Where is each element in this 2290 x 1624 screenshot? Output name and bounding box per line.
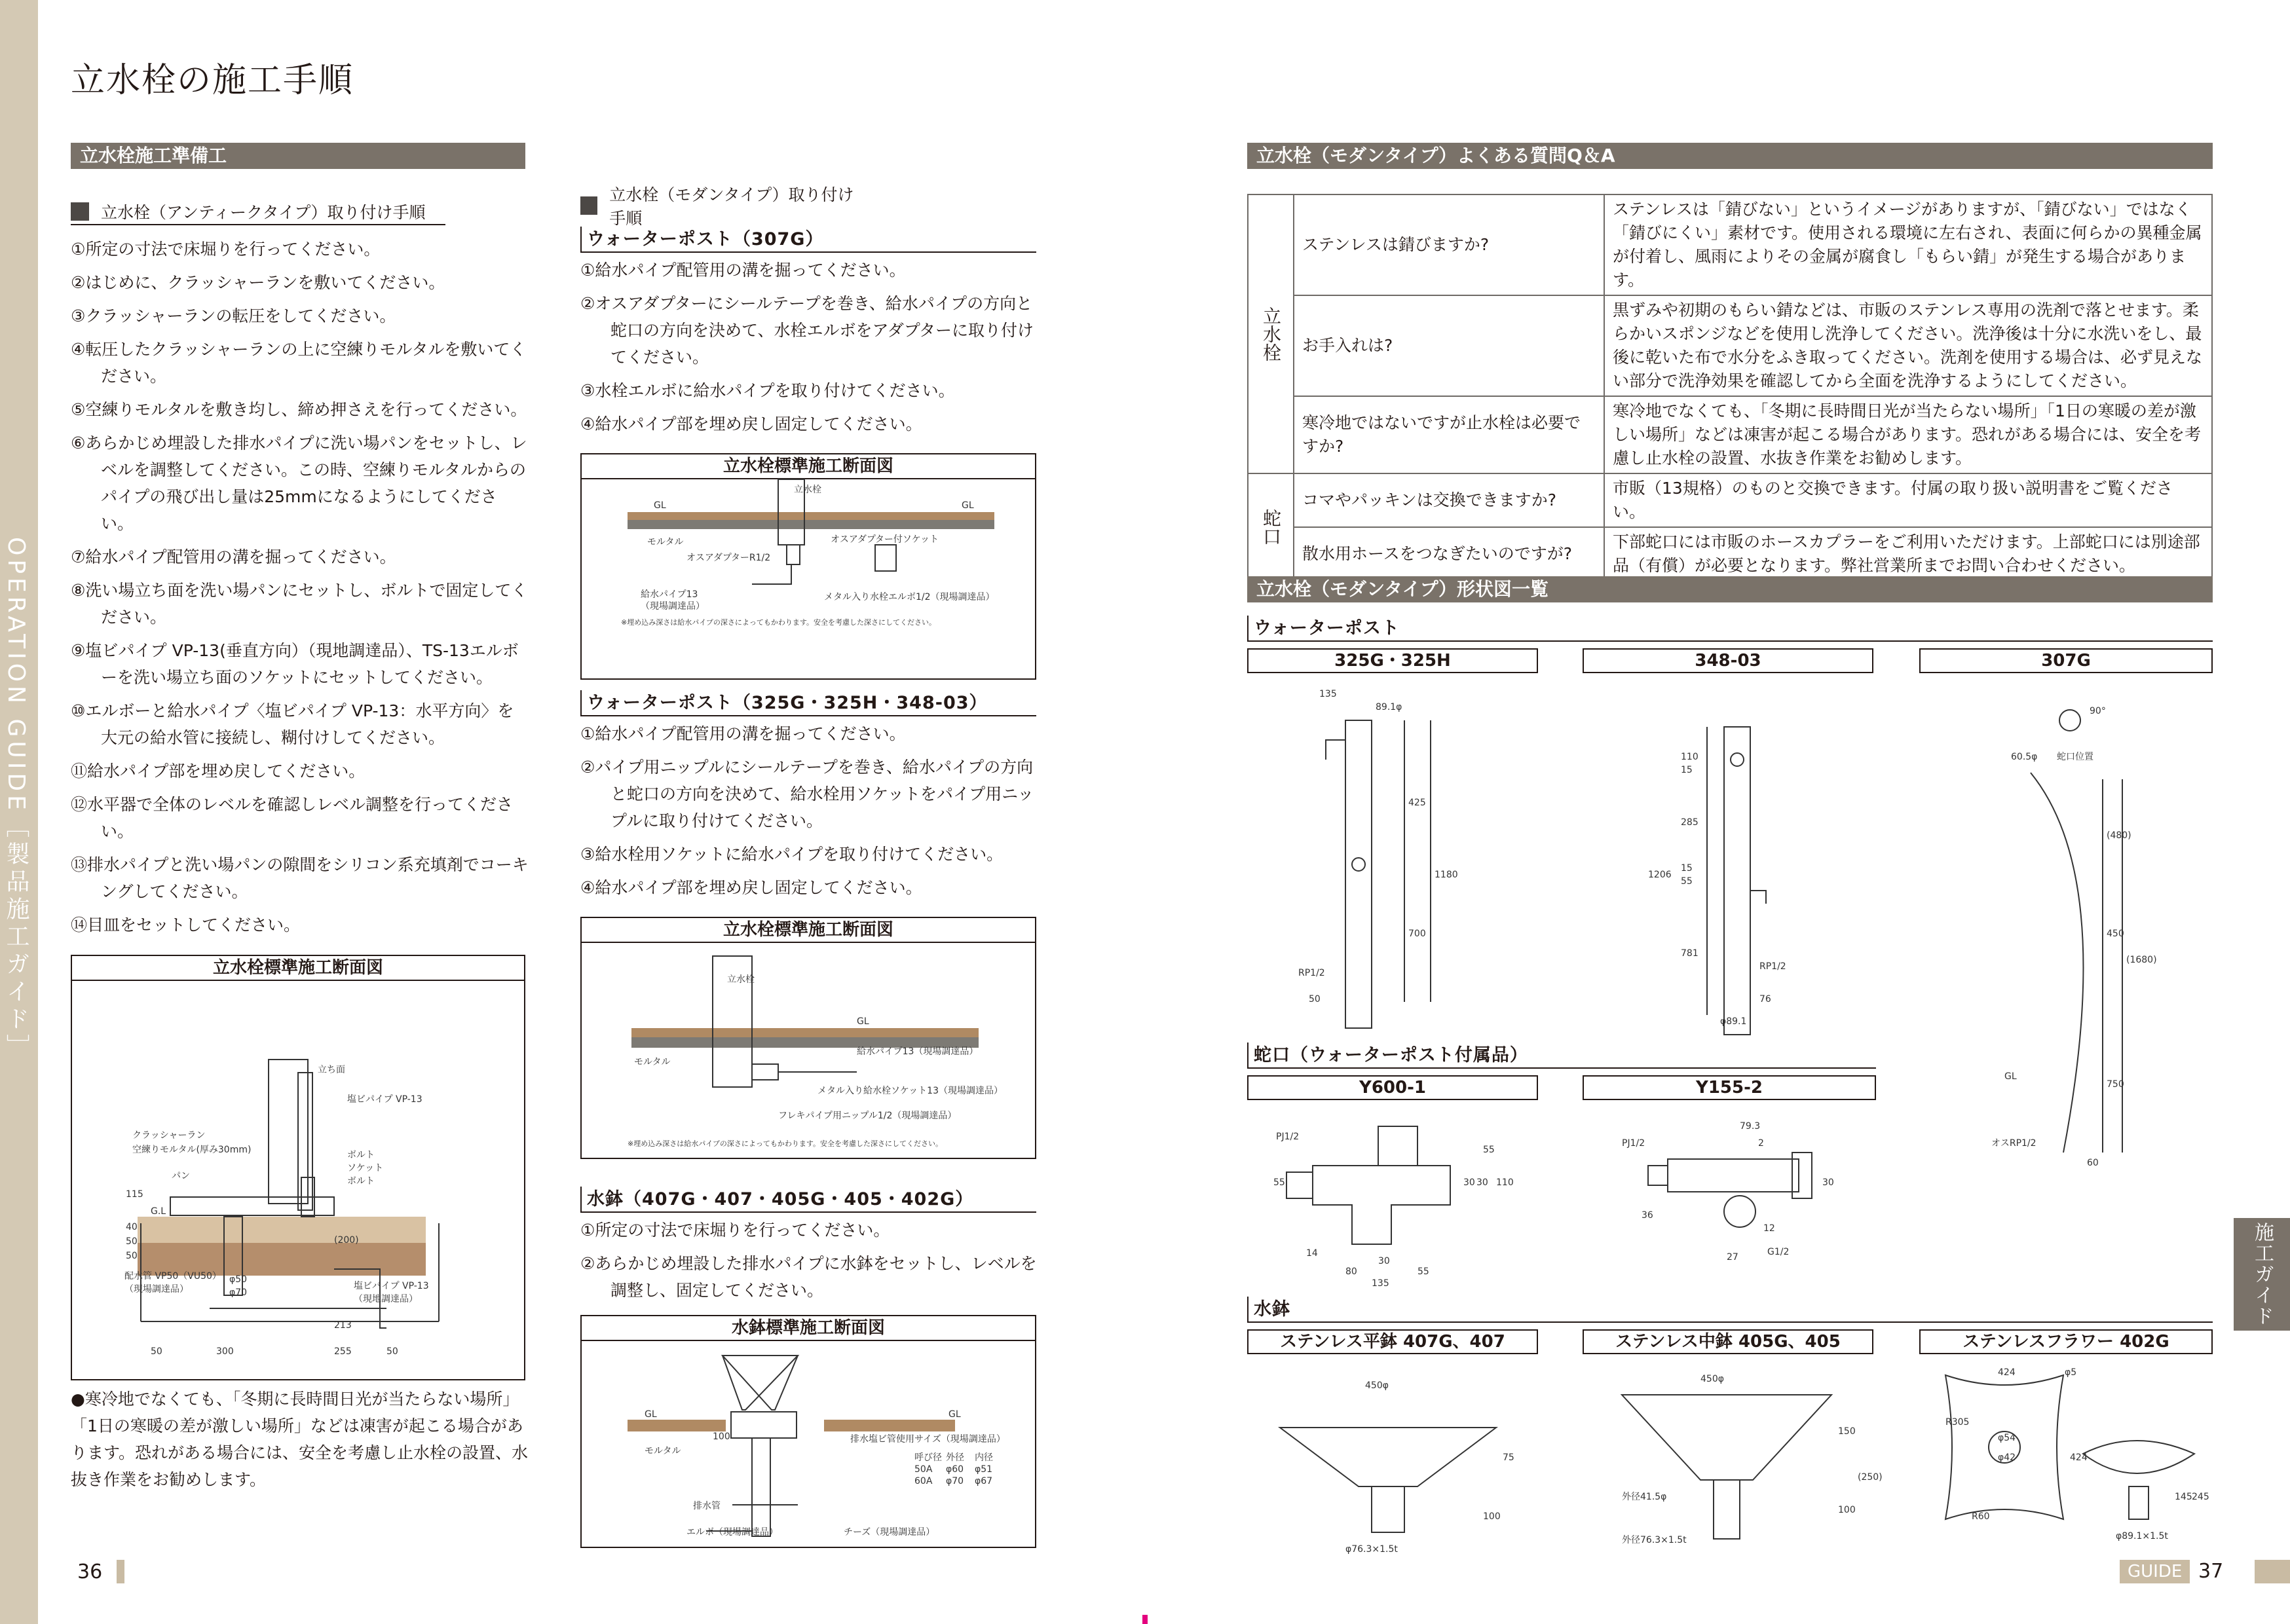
diagram-label: 排水塩ビ管使用サイズ（現場調達品） [850,1434,1005,1445]
square-icon [71,202,89,221]
dim-label: 750 [2107,1079,2124,1090]
page-marker [117,1560,124,1583]
page-title: 立水栓の施工手順 [71,61,354,100]
diagram-label: オスアダプター付ソケット [831,534,939,545]
diagram-label: 給水パイプ13 [641,589,698,600]
table-row [1248,473,2212,527]
diagram-label: エルボ（現場調達品） [686,1527,778,1538]
dim-label: φ5 [2065,1367,2077,1378]
bowl-diagram-title: 水鉢標準施工断面図 [582,1316,1035,1341]
table-row [1248,295,2212,396]
wp325-diagram-title: 立水栓標準施工断面図 [582,918,1035,943]
shape-bar: 立水栓（モダンタイプ）形状図一覧 [1247,576,2213,602]
step: ①給水パイプ配管用の溝を掘ってください。 [580,261,906,280]
dim-label: 245 [2192,1492,2209,1502]
dim-label: 30 [1822,1177,1834,1188]
diagram-label: 40 [126,1222,138,1232]
step: ①給水パイプ配管用の溝を掘ってください。 [580,724,906,743]
antique-diagram-title: 立水栓標準施工断面図 [72,956,524,981]
step: ④転圧したクラッシャーランの上に空練りモルタルを敷いてください。 [71,340,527,386]
wp325-diagram [580,917,1036,1159]
dim-label: (480) [2107,830,2131,841]
bowl-model-b: ステンレス中鉢 405G、405 [1583,1329,1873,1354]
dim-label: φ76.3×1.5t [1345,1544,1398,1555]
diagram-label: チーズ（現場調達品） [844,1527,935,1538]
diagram-label: 100 [713,1431,730,1442]
dim-label: 450φ [1700,1374,1724,1384]
right-page-number: 37 [2198,1560,2224,1583]
wp-title: ウォーターポスト [1247,616,2213,642]
dim-label: 外径41.5φ [1622,1492,1667,1502]
page-number-text: 36 [77,1560,103,1583]
dim-label: 425 [1408,798,1426,808]
dim-label: (1680) [2126,955,2157,965]
diagram-label: φ51 [975,1464,993,1475]
dim-label: RP1/2 [1759,961,1786,972]
dim-label: 100 [1483,1511,1501,1522]
bowl-shape-title: 水鉢 [1247,1297,2213,1323]
wp-348-drawing [1583,681,1873,1035]
dim-label: 285 [1681,817,1699,828]
modern-title [580,185,869,228]
antique-steps [71,236,529,945]
qa-category: 立水栓 [1248,194,1294,473]
antique-section-drawing [72,981,524,1379]
diagram-label: （現場調達品） [124,1284,189,1295]
dim-label: 75 [1503,1452,1514,1463]
step: ⑥あらかじめ埋設した排水パイプに洗い場パンをセットし、レベルを調整してください。この時、空練りモルタルからのパイプの飛び出し量は25mmになるようにしてください。 [71,434,527,533]
dim-label: 55 [1483,1145,1495,1155]
dim-label: 15 [1681,863,1693,874]
dim-label: 2 [1758,1138,1764,1149]
diagram-label: 塩ビパイプ VP-13 [347,1094,422,1105]
diagram-label: ※埋め込み深さは給水パイプの深さによってもかわります。安全を考慮した深さにしてください。 [628,1139,943,1148]
diagram-label: φ50 [229,1274,248,1285]
qa-answer: 黒ずみや初期のもらい錆などは、市販のステンレス専用の洗剤で落とせます。柔らかいスポンジなどを使用し洗浄してください。洗浄後は十分に水洗いをし、最後に乾いた布で水分をふき取ってください。洗剤を使用する場合は、必ず見えない部分で洗浄効果を確認してから全面を洗浄するようにしてください。 [1604,295,2212,396]
step: ③給水栓用ソケットに給水パイプを取り付けてください。 [580,845,1004,864]
wp307-title: ウォーターポスト（307G） [580,227,1036,253]
dim-label: 110 [1681,752,1699,762]
dim-label: 30 [1378,1256,1390,1266]
diagram-label: 立ち面 [318,1065,345,1075]
dim-label: RP1/2 [1298,968,1325,978]
faucet-y600-drawing [1247,1113,1538,1297]
side-tab[interactable]: 施工ガイド [2234,1218,2290,1331]
left-page-number [77,1560,124,1583]
diagram-label: 50 [386,1346,398,1357]
dim-label: 89.1φ [1376,702,1402,712]
diagram-label: 213 [334,1320,352,1331]
diagram-label: 立水栓 [727,974,755,985]
diagram-label: G.L [151,1206,166,1217]
dim-label: PJ1/2 [1622,1138,1645,1149]
dim-label: φ42 [1998,1452,2016,1463]
dim-label: 30 [1476,1177,1488,1188]
wp-307-drawing [1919,681,2213,1179]
bowl-title: 水鉢（407G・407・405G・405・402G） [580,1187,1036,1213]
diagram-label: GL [962,500,974,511]
dim-label: 424 [2070,1452,2088,1463]
dim-label: 135 [1372,1278,1389,1289]
dim-label: 55 [1681,876,1693,887]
dim-label: φ54 [1998,1433,2016,1443]
table-row [1248,396,2212,473]
diagram-label: モルタル [647,537,684,547]
dim-label: 27 [1727,1252,1738,1263]
dim-label: φ89.1×1.5t [2116,1531,2168,1541]
wp-model-a: 325G・325H [1247,648,1538,673]
center-marker [1142,1615,1148,1624]
dim-label: 90° [2090,706,2106,716]
dim-label: 1180 [1435,870,1458,880]
diagram-label: 配水管 VP50（VU50） [124,1271,221,1282]
dim-label: (250) [1858,1472,1883,1483]
diagram-label: φ60 [946,1464,964,1475]
step: ⑨塩ビパイプ VP-13(垂直方向）（現地調達品）、TS-13エルボーを洗い場立ち面のソケットにセットしてください。 [71,641,519,687]
faucet-title: 蛇口（ウォーターポスト付属品） [1247,1043,1876,1069]
diagram-label: ソケット [347,1163,384,1173]
diagram-label: モルタル [634,1057,671,1067]
step: ②パイプ用ニップルにシールテープを巻き、給水パイプの方向と蛇口の方向を決めて、給水栓用ソケットをパイプ用ニップルに取り付けてください。 [580,758,1034,830]
diagram-label: クラッシャーラン [132,1130,206,1141]
diagram-label: GL [948,1409,961,1420]
step: ③水栓エルボに給水パイプを取り付けてください。 [580,381,955,400]
step: ⑤空練りモルタルを敷き均し、締め押さえを行ってください。 [71,400,527,419]
dim-label: 30 [1463,1177,1475,1188]
diagram-label: 空練りモルタル(厚み30mm) [132,1145,252,1155]
dim-label: 外径76.3×1.5t [1622,1535,1687,1545]
dim-label: 14 [1306,1248,1318,1259]
diagram-label: フレキパイプ用ニップル1/2（現場調達品） [778,1111,957,1121]
wp307-steps [580,257,1039,444]
dim-label: 150 [1838,1426,1856,1437]
diagram-label: φ67 [975,1476,993,1486]
dim-label: PJ1/2 [1276,1132,1300,1142]
diagram-label: ボルト [347,1150,375,1160]
step: ⑪給水パイプ部を埋め戻してください。 [71,762,366,781]
diagram-label: φ70 [946,1476,964,1486]
dim-label: 145 [2175,1492,2192,1502]
qa-question: ステンレスは錆びますか? [1294,194,1604,295]
right-footer-band [2255,1560,2290,1583]
dim-label: 781 [1681,948,1699,959]
wp325-section-drawing [582,943,1035,1158]
diagram-label: 内径 [975,1452,993,1463]
bowl-section-drawing [582,1341,1035,1547]
diagram-label: 50 [126,1236,138,1247]
diagram-label: 立水栓 [794,485,821,495]
diagram-label: メタル入り水栓エルボ1/2（現場調達品） [824,592,995,602]
step: ⑧洗い場立ち面を洗い場パンにセットし、ボルトで固定してください。 [71,581,528,627]
step: ①所定の寸法で床堀りを行ってください。 [580,1221,890,1240]
bowl-402-drawing [1919,1362,2213,1559]
dim-label: GL [2004,1071,2017,1082]
qa-answer: ステンレスは「錆びない」というイメージがありますが、「錆びない」ではなく「錆びにくい」素材です。使用される環境に左右され、表面に何らかの異種金属が付着し、風雨によりその金属が腐食し「もらい錆」が発生する場合があります。 [1604,194,2212,295]
antique-title-text: 立水栓（アンティークタイプ）取り付け手順 [101,203,426,222]
qa-answer: 下部蛇口には市販のホースカプラーをご利用いただけます。上部蛇口には別途部品（有償）が必要となります。弊社営業所までお問い合わせください。 [1604,527,2212,581]
diagram-label: 300 [216,1346,234,1357]
step: ⑭目皿をセットしてください。 [71,915,301,934]
dim-label: R60 [1972,1511,1990,1522]
step: ②オスアダプターにシールテープを巻き、給水パイプの方向と蛇口の方向を決めて、水栓エルボをアダプターに取り付けてください。 [580,294,1034,367]
diagram-label: ※埋め込み深さは給水パイプの深さによってもかわります。安全を考慮した深さにしてください。 [621,618,937,627]
qa-bar: 立水栓（モダンタイプ）よくある質問Q＆A [1247,143,2213,169]
diagram-label: 50A [914,1464,933,1475]
step: ④給水パイプ部を埋め戻し固定してください。 [580,878,922,897]
dim-label: 15 [1681,765,1693,775]
antique-note: ●寒冷地でなくても、「冬期に長時間日光が当たらない場所」「1日の寒暖の差が激しい場所」などは凍害が起こる場合があります。恐れがある場合には、安全を考慮し止水栓の設置、水抜き作業をお勧めします。 [71,1390,529,1489]
diagram-label: (200) [334,1235,359,1246]
faucet-y155-drawing [1583,1113,1876,1270]
dim-label: 1206 [1648,870,1672,880]
diagram-label: 排水管 [693,1501,721,1511]
step: ⑬排水パイプと洗い場パンの隙間をシリコン系充填剤でコーキングしてください。 [71,855,529,901]
bowl-model-a: ステンレス平鉢 407G、407 [1247,1329,1538,1354]
wp-model-c: 307G [1919,648,2213,673]
faucet-model-b: Y155-2 [1583,1075,1876,1100]
diagram-label: 50 [126,1251,138,1261]
dim-label: 76 [1759,994,1771,1005]
modern-title-text: 立水栓（モダンタイプ）取り付け手順 [609,185,854,228]
diagram-label: 50 [151,1346,162,1357]
antique-diagram [71,955,525,1380]
diagram-label: 115 [126,1189,143,1200]
dim-label: 450 [2107,929,2124,939]
qa-question: 散水用ホースをつなぎたいのですが? [1294,527,1604,581]
dim-label: G1/2 [1767,1247,1790,1257]
diagram-label: 外径 [946,1452,964,1463]
diagram-label: 塩ビパイプ VP-13 [354,1281,429,1291]
dim-label: 36 [1642,1210,1653,1221]
step: ②はじめに、クラッシャーランを敷いてください。 [71,273,445,292]
step: ⑫水平器で全体のレベルを確認しレベル調整を行ってください。 [71,795,514,841]
step: ④給水パイプ部を埋め戻し固定してください。 [580,415,922,434]
qa-question: お手入れは? [1294,295,1604,396]
faucet-model-a: Y600-1 [1247,1075,1538,1100]
table-row [1248,194,2212,295]
dim-label: φ89.1 [1720,1016,1747,1027]
qa-answer: 市販（13規格）のものと交換できます。付属の取り扱い説明書をご覧ください。 [1604,473,2212,527]
diagram-label: 255 [334,1346,352,1357]
left-side-text: OPERATION GUIDE［製品施工ガイド］ [3,537,29,1061]
dim-label: 100 [1838,1505,1856,1515]
dim-label: 424 [1998,1367,2016,1378]
step: ⑦給水パイプ配管用の溝を掘ってください。 [71,547,396,566]
qa-answer: 寒冷地でなくても、「冬期に長時間日光が当たらない場所」「1日の寒暖の差が激しい場所」などは凍害が起こる場合があります。恐れがある場合には、安全を考慮し止水栓の設置、水抜き作業をお勧めします。 [1604,396,2212,473]
dim-label: 50 [1309,994,1321,1005]
diagram-label: GL [645,1409,657,1420]
bowl-model-c: ステンレスフラワー 402G [1919,1329,2213,1354]
wp-325-drawing [1247,681,1538,1022]
wp325-steps [580,720,1039,908]
diagram-label: パン [172,1171,190,1181]
left-section-bar: 立水栓施工準備工 [71,143,525,169]
guide-tag: GUIDE [2120,1560,2190,1583]
qa-category: 蛇口 [1248,473,1294,581]
wp307-section-drawing [582,479,1035,678]
dim-label: 55 [1417,1266,1429,1277]
wp307-diagram [580,453,1036,680]
step: ③クラッシャーランの転圧をしてください。 [71,306,396,325]
dim-label: 110 [1496,1177,1514,1188]
dim-label: 80 [1345,1266,1357,1277]
wp307-diagram-title: 立水栓標準施工断面図 [582,454,1035,479]
qa-question: コマやパッキンは交換できますか? [1294,473,1604,527]
dim-label: 135 [1319,689,1337,699]
dim-label: R305 [1945,1417,1970,1428]
diagram-label: 60A [914,1476,933,1486]
step: ⑩エルボーと給水パイプ〈塩ビパイプ VP-13：水平方向〉を大元の給水管に接続し、糊付けしてください。 [71,701,514,747]
qa-table [1247,194,2213,581]
wp325-title: ウォーターポスト（325G・325H・348-03） [580,690,1036,716]
qa-question: 寒冷地ではないですが止水栓は必要ですか? [1294,396,1604,473]
dim-label: 79.3 [1740,1121,1761,1132]
dim-label: 60 [2087,1158,2099,1168]
dim-label: 450φ [1365,1380,1389,1391]
bowl-steps [580,1217,1039,1310]
dim-label: 12 [1763,1223,1775,1234]
table-row [1248,527,2212,581]
diagram-label: φ70 [229,1287,248,1298]
antique-title [71,199,445,225]
step: ②あらかじめ埋設した排水パイプに水鉢をセットし、レベルを調整し、固定してください。 [580,1254,1037,1300]
diagram-label: GL [857,1016,869,1027]
diagram-label: 呼び径 [914,1452,942,1463]
dim-label: 700 [1408,929,1426,939]
bowl-diagram [580,1315,1036,1548]
wp-model-b: 348-03 [1583,648,1873,673]
diagram-label: 給水パイプ13（現場調達品） [857,1046,979,1057]
bowl-407-drawing [1247,1362,1538,1559]
dim-label: 55 [1273,1177,1285,1188]
bowl-405-drawing [1583,1362,1883,1559]
square-icon [580,196,597,215]
dim-label: オスRP1/2 [1991,1138,2037,1149]
diagram-label: メタル入り給水栓ソケット13（現場調達品） [817,1086,1003,1096]
step: ①所定の寸法で床堀りを行ってください。 [71,240,381,259]
diagram-label: （現地調達品） [354,1294,418,1304]
diagram-label: オスアダプターR1/2 [686,553,771,563]
diagram-label: モルタル [645,1446,681,1456]
dim-label: 60.5φ [2011,752,2038,762]
dim-label: 蛇口位置 [2057,752,2093,762]
diagram-label: GL [654,500,666,511]
diagram-label: ボルト [347,1176,375,1187]
diagram-label: （現場調達品） [641,601,705,612]
